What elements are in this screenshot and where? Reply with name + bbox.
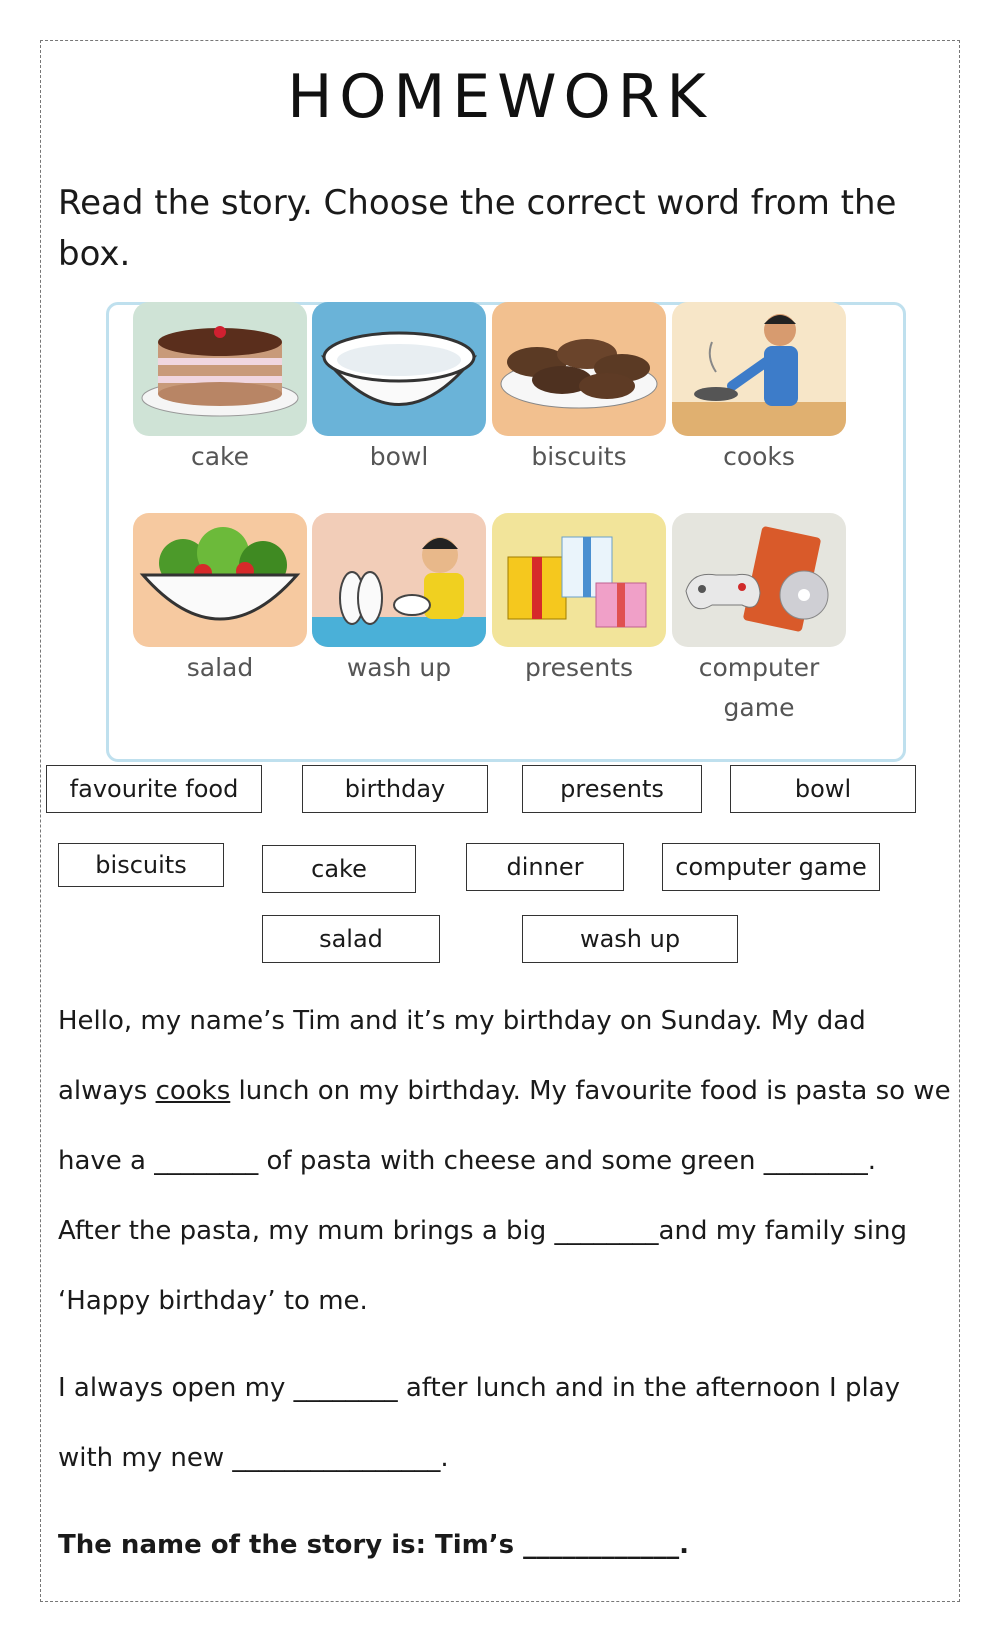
cake-picture: [133, 302, 307, 436]
word-chip[interactable]: biscuits: [58, 843, 224, 887]
example-answer: cooks: [155, 1076, 231, 1106]
picture-label: computer game: [698, 653, 820, 722]
story-title-question: The name of the story is: Tim’s ____________.: [58, 1530, 690, 1560]
word-chip[interactable]: presents: [522, 765, 702, 813]
word-chip[interactable]: wash up: [522, 915, 738, 963]
story-line: Hello, my name’s Tim and it’s my birthday on Sunday. My dad: [58, 1006, 866, 1036]
word-chip[interactable]: dinner: [466, 843, 624, 891]
word-chip[interactable]: bowl: [730, 765, 916, 813]
cooks-picture: [672, 302, 846, 436]
picture-label: presents: [524, 653, 634, 682]
game-controller-icon: [672, 513, 846, 647]
washing-dishes-icon: [312, 513, 486, 647]
computer-game-picture: [672, 513, 846, 647]
story-line: have a ________ of pasta with cheese and some green ________.: [58, 1146, 877, 1176]
story-line: After the pasta, my mum brings a big ________and my family sing: [58, 1216, 907, 1246]
story-line: [58, 1076, 958, 1106]
word-chip[interactable]: computer game: [662, 843, 880, 891]
bowl-picture: [312, 302, 486, 436]
bowl-icon: [312, 302, 486, 436]
story-line: with my new ________________.: [58, 1443, 449, 1473]
word-chip[interactable]: salad: [262, 915, 440, 963]
word-chip[interactable]: favourite food: [46, 765, 262, 813]
picture-label: wash up: [346, 653, 452, 682]
picture-label: cooks: [723, 442, 795, 471]
cake-icon: [133, 302, 307, 436]
word-chip[interactable]: cake: [262, 845, 416, 893]
biscuits-picture: [492, 302, 666, 436]
picture-label: bowl: [369, 442, 429, 471]
picture-label: biscuits: [531, 442, 627, 471]
salad-picture: [133, 513, 307, 647]
salad-icon: [133, 513, 307, 647]
picture-label: cake: [190, 442, 250, 471]
word-chip[interactable]: birthday: [302, 765, 488, 813]
cooking-boy-icon: [672, 302, 846, 436]
story-line: I always open my ________ after lunch and in the afternoon I play: [58, 1373, 901, 1403]
story-line: ‘Happy birthday’ to me.: [58, 1286, 368, 1316]
picture-box: [106, 302, 906, 762]
biscuits-icon: [492, 302, 666, 436]
story-text: always: [58, 1076, 156, 1106]
presents-icon: [492, 513, 666, 647]
picture-label: salad: [186, 653, 254, 682]
page-title: HOMEWORK: [287, 62, 713, 132]
wash-up-picture: [312, 513, 486, 647]
story-text: lunch on my birthday. My favourite food is pasta so we: [230, 1076, 951, 1106]
instructions: Read the story. Choose the correct word from the box.: [58, 183, 897, 274]
presents-picture: [492, 513, 666, 647]
